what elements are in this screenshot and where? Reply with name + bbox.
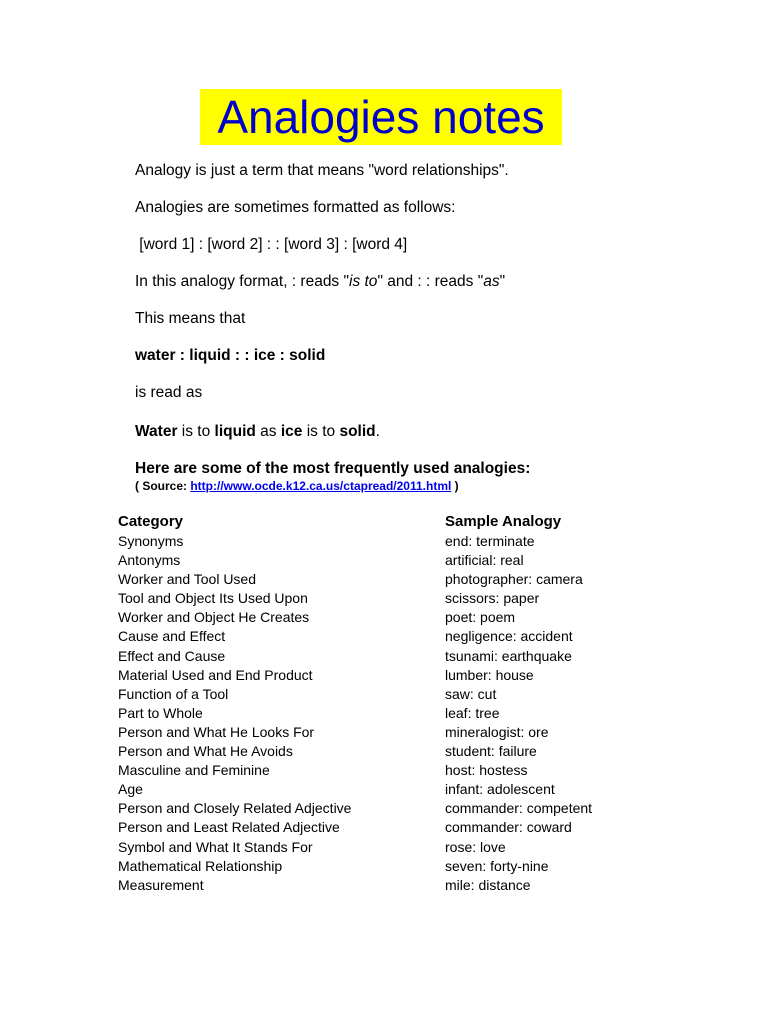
sample-analogy-item: scissors: paper	[445, 590, 540, 607]
category-item: Synonyms	[118, 533, 184, 549]
sentence-text-3: is to	[302, 423, 340, 440]
as-term: as	[483, 273, 500, 290]
category-item: Person and What He Looks For	[118, 723, 315, 740]
source-link[interactable]: http://www.ocde.k12.ca.us/ctapread/2011.html	[190, 479, 452, 493]
category-item: Mathematical Relationship	[118, 857, 283, 874]
sample-analogy-column	[445, 511, 592, 895]
source-suffix: )	[451, 479, 459, 493]
sample-analogy-item: end: terminate	[445, 533, 535, 549]
sentence-text-1: is to	[177, 423, 215, 440]
category-item: Person and Closely Related Adjective	[118, 800, 352, 817]
sample-analogy-item: poet: poem	[445, 609, 516, 626]
reads-middle: " and : : reads "	[377, 273, 484, 290]
sample-analogy-item: tsunami: earthquake	[445, 647, 572, 664]
source-citation	[135, 478, 459, 494]
word-water: Water	[135, 423, 178, 440]
reads-prefix: In this analogy format, : reads "	[135, 273, 349, 290]
category-item: Masculine and Feminine	[118, 762, 270, 779]
reads-suffix: "	[499, 273, 506, 290]
sample-analogy-item: seven: forty-nine	[445, 857, 549, 874]
intro-format-lead: Analogies are sometimes formatted as follows:	[135, 199, 456, 216]
category-item: Worker and Tool Used	[118, 571, 256, 588]
sample-analogy-item: rose: love	[445, 838, 506, 855]
source-prefix: ( Source:	[135, 479, 191, 493]
category-item: Function of a Tool	[118, 685, 229, 702]
sentence-text-2: as	[255, 423, 281, 440]
category-item: Worker and Object He Creates	[118, 609, 310, 626]
page-title: Analogies notes	[200, 89, 562, 145]
category-item: Measurement	[118, 876, 204, 893]
analogies-heading: Here are some of the most frequently used analogies:	[135, 460, 531, 477]
sample-analogy-item: negligence: accident	[445, 628, 573, 645]
word-ice: ice	[280, 423, 303, 440]
category-header: Category	[118, 513, 184, 530]
category-column	[118, 511, 351, 895]
sample-analogy-item: student: failure	[445, 743, 537, 760]
sample-analogy-item: commander: competent	[445, 800, 593, 817]
sentence-text-4: .	[375, 423, 380, 440]
sample-analogy-item: host: hostess	[445, 762, 528, 779]
sample-analogy-item: infant: adolescent	[445, 781, 555, 798]
example-sentence	[135, 422, 380, 442]
category-item: Antonyms	[118, 552, 181, 569]
word-liquid: liquid	[214, 423, 256, 440]
category-item: Cause and Effect	[118, 628, 226, 645]
sample-analogy-item: mile: distance	[445, 876, 531, 893]
sample-analogy-header: Sample Analogy	[445, 513, 562, 530]
sample-analogy-item: lumber: house	[445, 666, 534, 683]
category-item: Effect and Cause	[118, 647, 226, 664]
format-explanation	[135, 272, 505, 292]
sample-analogy-item: leaf: tree	[445, 704, 500, 721]
category-item: Tool and Object Its Used Upon	[118, 590, 308, 607]
category-item: Age	[118, 781, 143, 798]
is-to-term: is to	[349, 273, 378, 290]
this-means-text: This means that	[135, 310, 246, 327]
sample-analogy-item: commander: coward	[445, 819, 572, 836]
word-solid: solid	[339, 423, 376, 440]
is-read-as-text: is read as	[135, 384, 203, 401]
category-item: Person and What He Avoids	[118, 743, 293, 760]
intro-definition: Analogy is just a term that means "word relationships".	[135, 162, 509, 179]
category-item: Material Used and End Product	[118, 666, 313, 683]
sample-analogy-item: artificial: real	[445, 552, 524, 569]
category-item: Person and Least Related Adjective	[118, 819, 340, 836]
sample-analogy-item: photographer: camera	[445, 571, 583, 588]
sample-analogy-item: mineralogist: ore	[445, 723, 549, 740]
analogy-format: [word 1] : [word 2] : : [word 3] : [word 4]	[135, 236, 408, 253]
category-item: Symbol and What It Stands For	[118, 838, 313, 855]
example-analogy: water : liquid : : ice : solid	[135, 347, 326, 364]
category-item: Part to Whole	[118, 704, 203, 721]
sample-analogy-item: saw: cut	[445, 685, 497, 702]
